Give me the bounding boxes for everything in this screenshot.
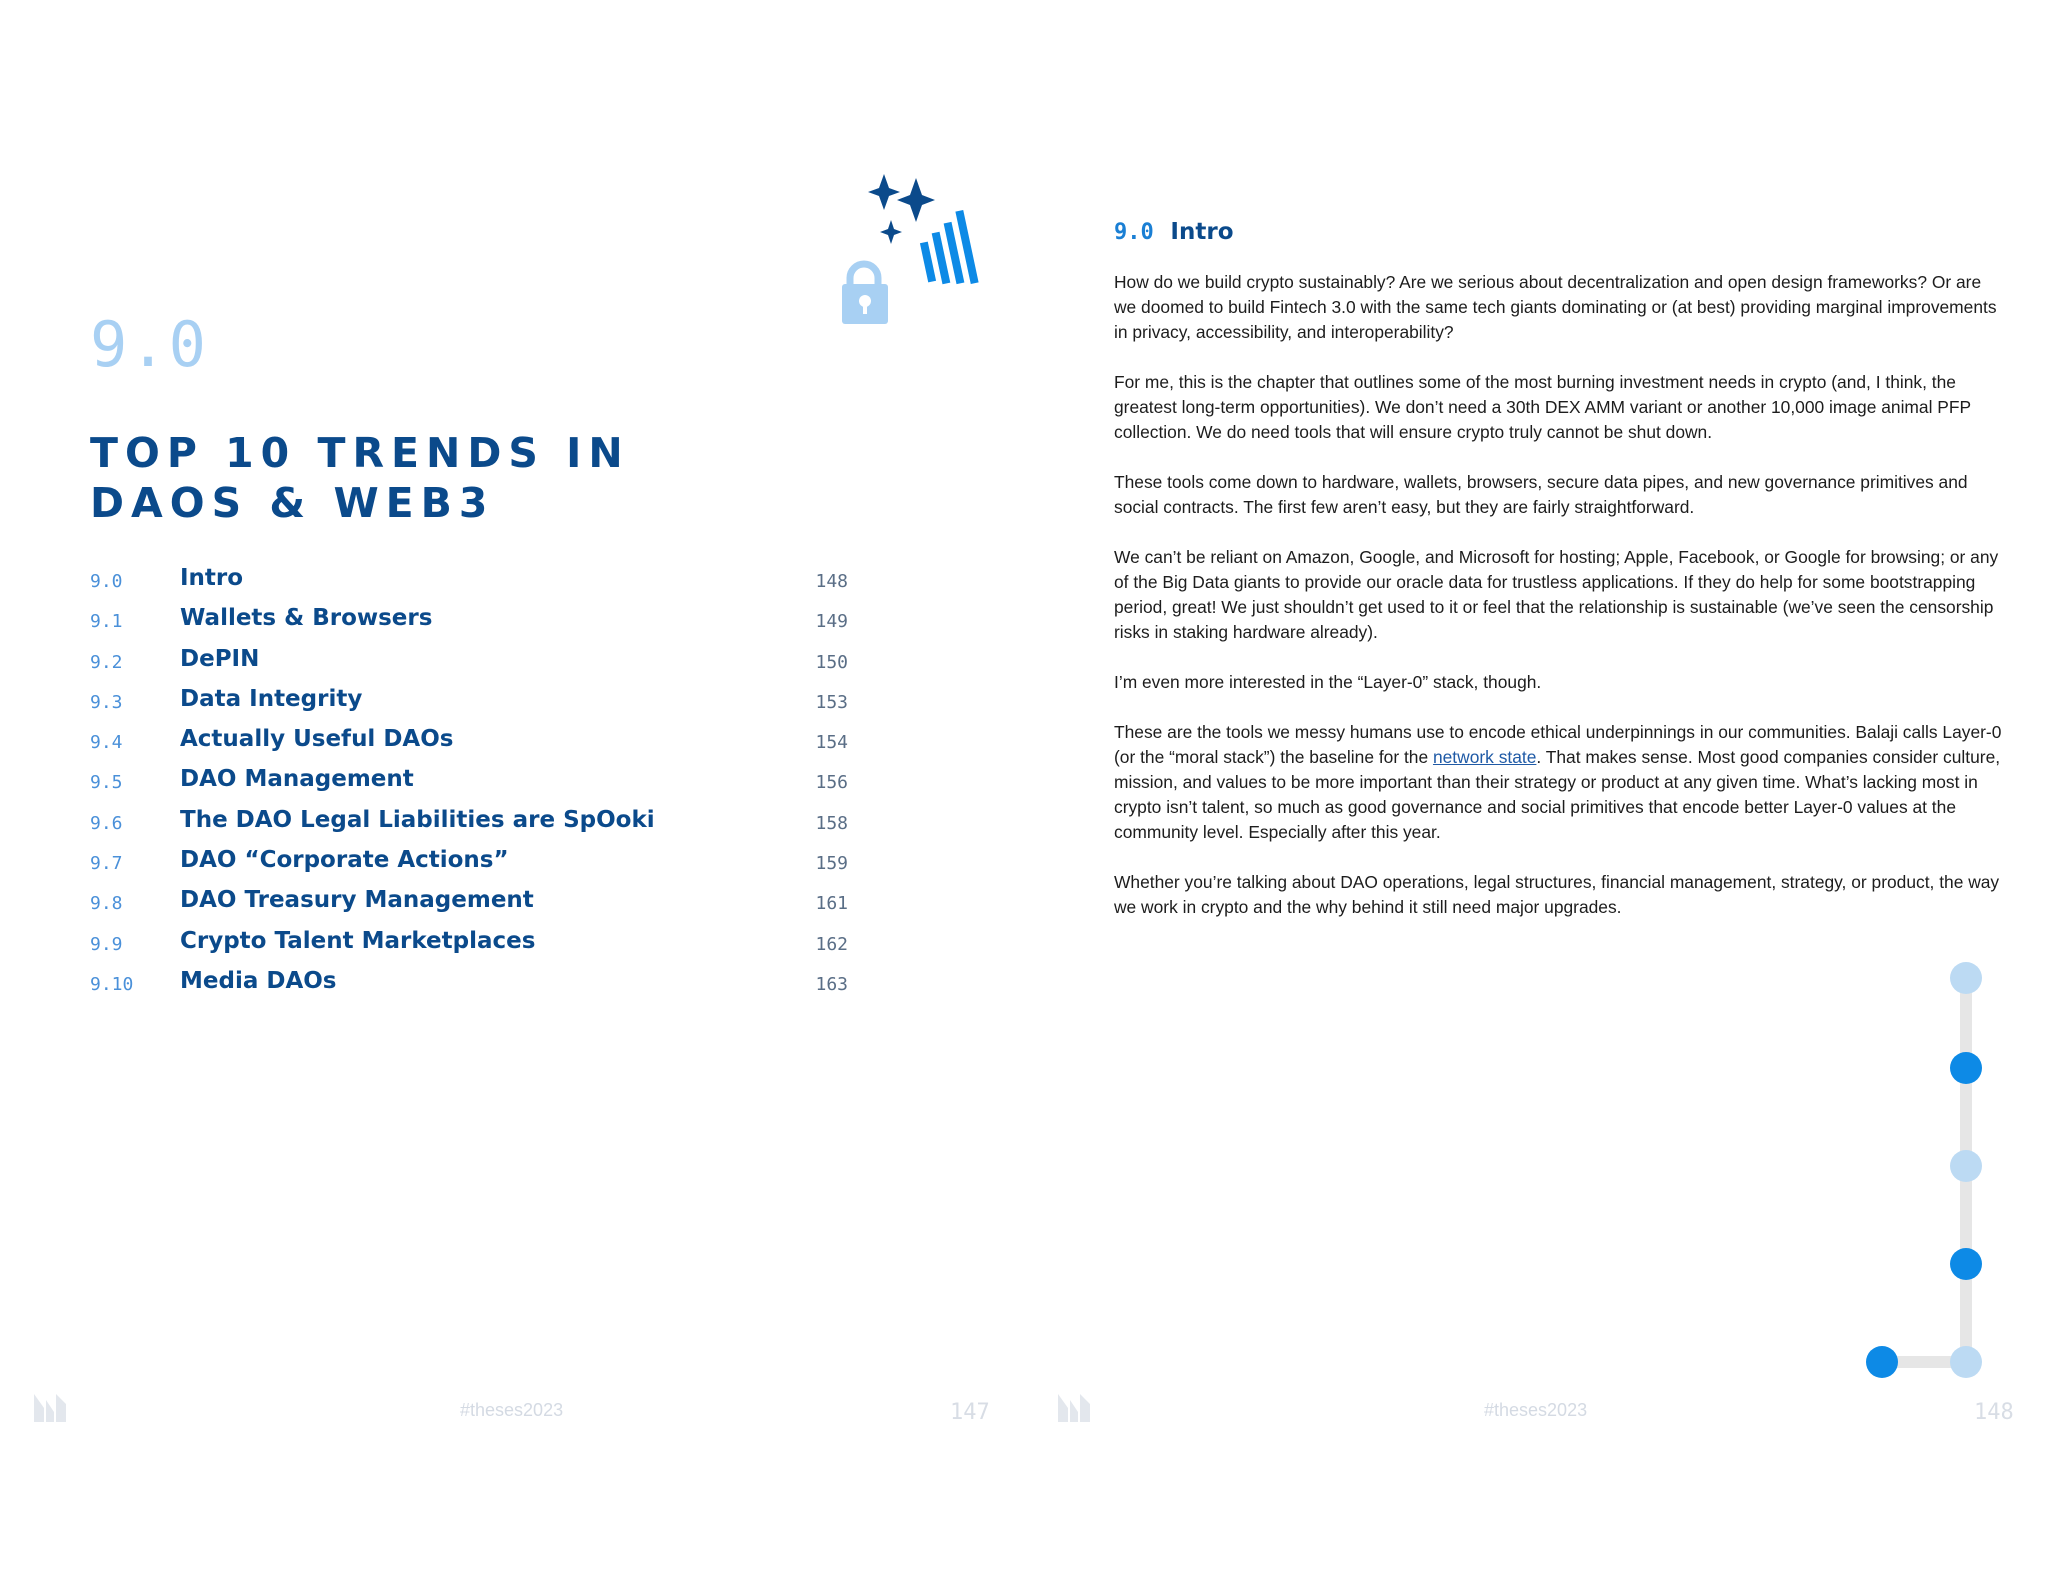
toc-page-number: 150 xyxy=(815,651,848,673)
publisher-logo-icon xyxy=(1056,1390,1092,1424)
toc-entry[interactable] xyxy=(90,724,850,764)
toc-entry[interactable] xyxy=(90,764,850,804)
paragraph: These tools come down to hardware, wallets, browsers, secure data pipes, and new governance primitives and social contracts. The first few aren’t easy, but they are fairly straightforward. xyxy=(1114,472,1968,517)
publisher-logo-icon xyxy=(32,1390,68,1424)
chapter-title-line-1: TOP 10 TRENDS IN xyxy=(90,429,630,477)
table-of-contents xyxy=(90,563,850,1006)
toc-page-number: 162 xyxy=(815,933,848,955)
toc-label: Actually Useful DAOs xyxy=(180,726,454,753)
paragraph: We can’t be reliant on Amazon, Google, and Microsoft for hosting; Apple, Facebook, or Google for browsing; or any of the Big Data giants to provide our oracle data for trustless applications. If they do help for some bootstrapping period, great! We just shouldn’t get used to it or feel that the relationship is sustainable (we’ve seen the censorship risks in staking hardware already). xyxy=(1114,547,1999,642)
toc-page-number: 156 xyxy=(815,772,848,794)
right-page xyxy=(1024,0,2048,1582)
toc-entry[interactable] xyxy=(90,885,850,925)
body-text xyxy=(1114,270,2004,945)
toc-number: 9.9 xyxy=(90,933,123,955)
toc-number: 9.5 xyxy=(90,772,123,794)
network-state-link[interactable]: network state xyxy=(1432,747,1537,767)
sparkles-icon xyxy=(868,174,935,244)
footer-page-number: 147 xyxy=(950,1400,990,1425)
toc-number: 9.1 xyxy=(90,611,123,633)
paragraph-text: . That makes sense. Most good companies consider culture, mission, and values to be more important than their strategy or product at any given time. What’s lacking most in crypto isn’t talent, so much as good governance and social primitives that encode better Layer-0 values at the community level. Especially after this year. xyxy=(1114,747,2001,842)
footer-hashtag: #theses2023 xyxy=(460,1400,564,1420)
toc-page-number: 153 xyxy=(815,691,848,713)
footer-hashtag: #theses2023 xyxy=(1484,1400,1588,1420)
chapter-illustration xyxy=(838,168,998,338)
section-heading xyxy=(1114,218,1234,246)
toc-number: 9.10 xyxy=(90,973,134,995)
paragraph: How do we build crypto sustainably? Are we serious about decentralization and open design frameworks? Or are we doomed to build Fintech 3.0 with the same tech giants dominating or (at best) providing marginal improvements in privacy, accessibility, and interoperability? xyxy=(1114,272,1997,342)
toc-number: 9.3 xyxy=(90,691,123,713)
toc-entry[interactable] xyxy=(90,563,850,603)
footer-page-number: 148 xyxy=(1974,1400,2014,1425)
timeline-dot xyxy=(1950,1248,1982,1280)
section-title: Intro xyxy=(1170,219,1234,245)
toc-page-number: 148 xyxy=(815,571,848,592)
paragraph-text: These are the tools we messy humans use to encode ethical underpinnings in our communities. Balaji calls Layer-0 (or the “moral stack”) the baseline for the xyxy=(1114,722,2002,767)
toc-entry[interactable] xyxy=(90,805,850,845)
toc-label: DAO “Corporate Actions” xyxy=(180,847,509,874)
toc-label: DePIN xyxy=(180,645,260,672)
toc-label: Intro xyxy=(180,565,244,591)
toc-label: Crypto Talent Marketplaces xyxy=(180,927,536,954)
timeline-dot xyxy=(1866,1346,1898,1378)
chapter-number: 9.0 xyxy=(90,308,208,381)
toc-number: 9.6 xyxy=(90,812,123,834)
toc-label: Wallets & Browsers xyxy=(180,605,433,632)
timeline-graphic xyxy=(1834,960,2004,1380)
lock-icon xyxy=(842,264,888,324)
toc-page-number: 159 xyxy=(815,853,848,875)
timeline-dot xyxy=(1950,1346,1982,1378)
toc-entry[interactable] xyxy=(90,684,850,724)
toc-label: The DAO Legal Liabilities are SpOoki xyxy=(180,806,655,833)
toc-entry[interactable] xyxy=(90,926,850,966)
toc-label: Data Integrity xyxy=(180,685,363,712)
toc-number: 9.8 xyxy=(90,893,123,915)
toc-label: DAO Treasury Management xyxy=(180,887,534,914)
toc-page-number: 154 xyxy=(815,732,848,754)
toc-entry[interactable] xyxy=(90,644,850,684)
toc-page-number: 161 xyxy=(815,893,848,915)
toc-page-number: 149 xyxy=(815,611,848,633)
paragraph: Whether you’re talking about DAO operations, legal structures, financial management, strategy, or product, the way we work in crypto and the why behind it still need major upgrades. xyxy=(1114,872,2000,917)
bar-chart-icon xyxy=(920,210,979,284)
paragraph: For me, this is the chapter that outlines some of the most burning investment needs in crypto (and, I think, the greatest long-term opportunities). We don’t need a 30th DEX AMM variant or another 10,000 image animal PFP collection. We do need tools that will ensure crypto truly cannot be shut down. xyxy=(1114,372,1971,442)
toc-number: 9.0 xyxy=(90,571,123,592)
toc-number: 9.4 xyxy=(90,732,123,754)
paragraph: I’m even more interested in the “Layer-0” stack, though. xyxy=(1114,672,1542,692)
timeline-dot xyxy=(1950,1052,1982,1084)
toc-entry[interactable] xyxy=(90,966,850,1006)
toc-label: Media DAOs xyxy=(180,967,337,994)
toc-entry[interactable] xyxy=(90,845,850,885)
toc-number: 9.7 xyxy=(90,853,123,875)
timeline-dot xyxy=(1950,962,1982,994)
timeline-dot xyxy=(1950,1150,1982,1182)
toc-label: DAO Management xyxy=(180,766,414,793)
toc-entry[interactable] xyxy=(90,603,850,643)
chapter-title-line-2: DAOS & WEB3 xyxy=(90,479,495,527)
section-number: 9.0 xyxy=(1114,220,1154,245)
toc-page-number: 158 xyxy=(815,812,848,834)
chapter-title xyxy=(90,428,790,528)
toc-number: 9.2 xyxy=(90,651,123,673)
toc-page-number: 163 xyxy=(815,973,848,995)
paragraph xyxy=(1114,720,2004,845)
